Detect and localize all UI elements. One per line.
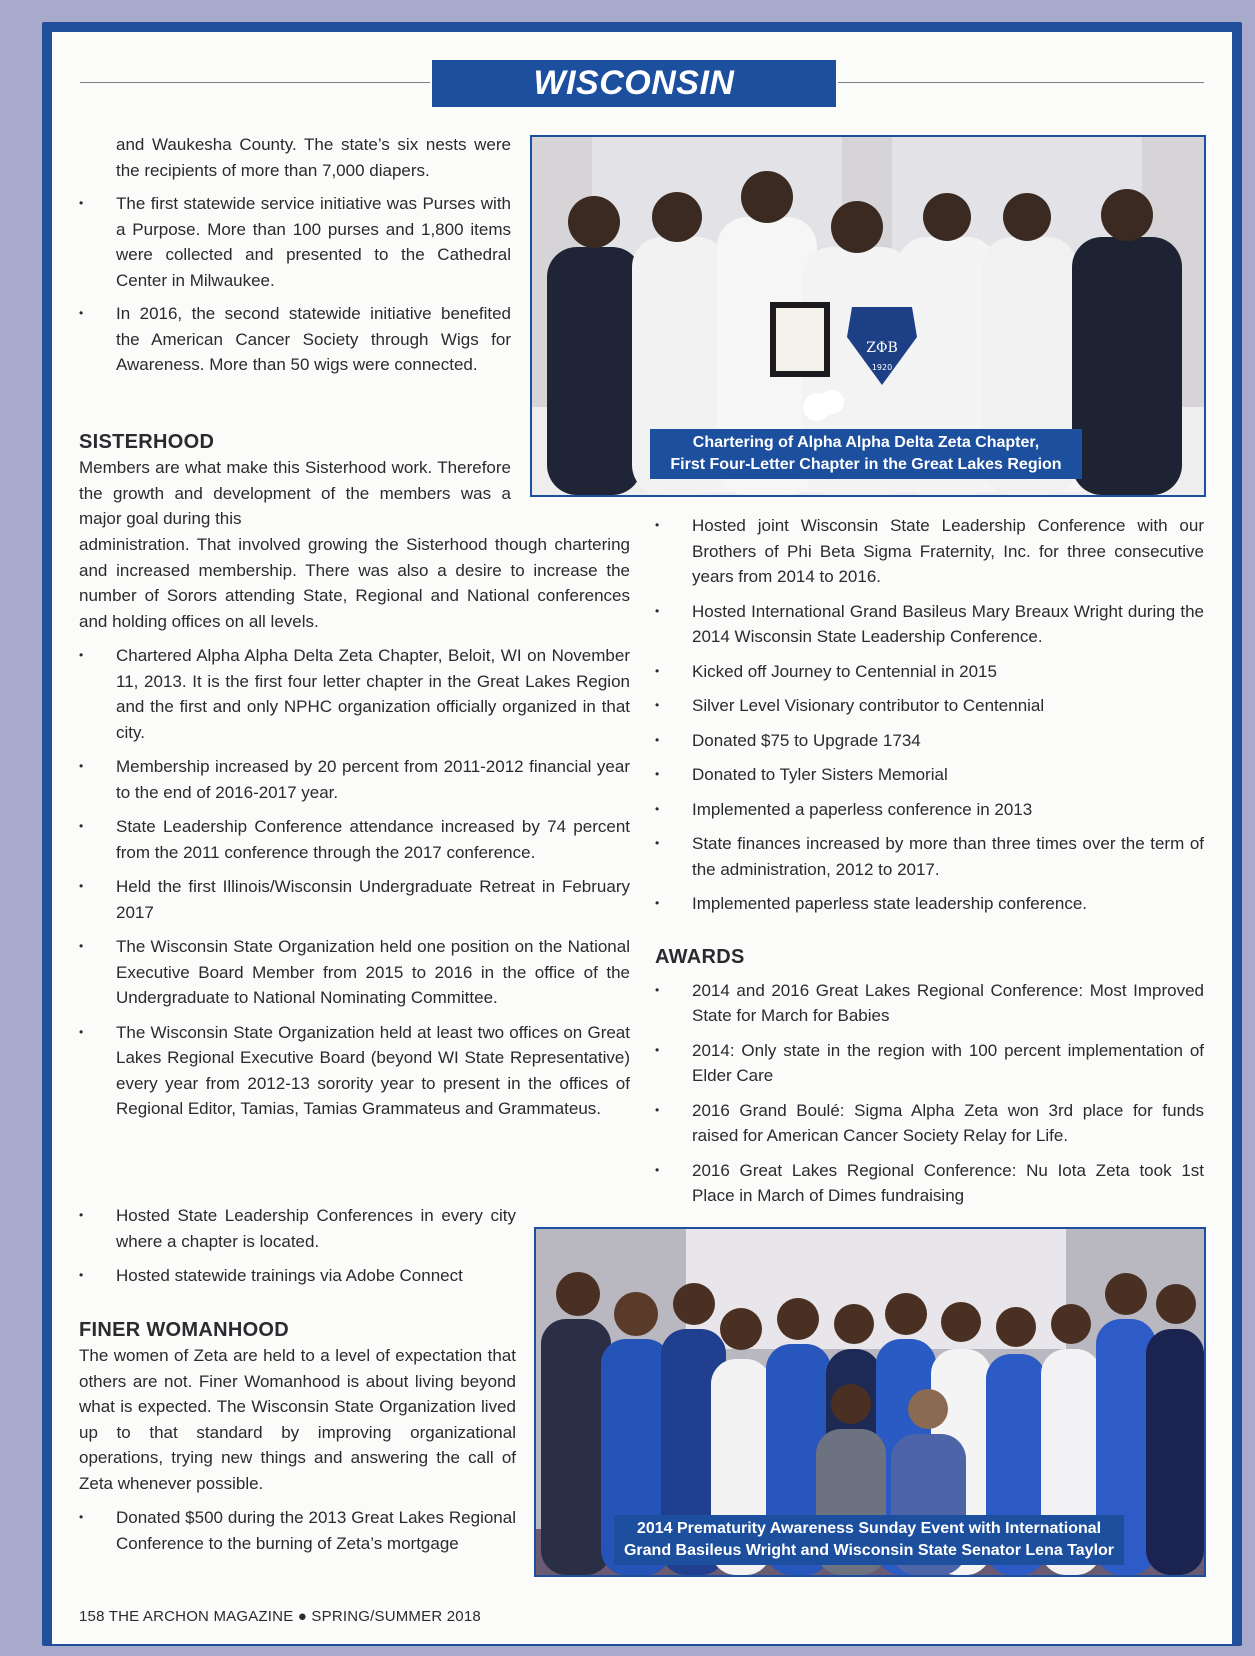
section-banner: WISCONSIN [432,60,836,107]
list-item: • State Leadership Conference attendance increased by 74 percent from the 2011 conference through the 2017 conference. [79,814,630,865]
bullet-glyph: • [655,801,660,816]
list-item: • Chartered Alpha Alpha Delta Zeta Chapter, Beloit, WI on November 11, 2013. It is the first four letter chapter in the Great Lakes Region and the first and only NPHC organization officially organized in that city. [79,643,630,745]
chartering-photo [530,135,1206,497]
magazine-name: THE ARCHON MAGAZINE [108,1608,294,1625]
prematurity-event-photo [534,1227,1206,1577]
intro-text: and Waukesha County. The state’s six nests were the recipients of more than 7,000 diapers. [116,135,511,180]
list-item: • The Wisconsin State Organization held at least two offices on Great Lakes Regional Executive Board (beyond WI State Representative) every year from 2012-13 sorority year to present in the offices of Regional Editor, Tamias, Tamias Grammateus and Grammateus. [79,1020,630,1122]
sisterhood-narrow-bullets [79,1203,516,1289]
bullet-glyph: • [79,306,84,320]
bullet-glyph: • [655,732,660,747]
finer-womanhood-text: The women of Zeta are held to a level of expectation that others are not. Finer Womanhood is about living beyond what is expected. The Wisconsin State Organization lived up to that standard by improving organizational operations, trying new things and answering the call of Zeta whenever possible. [79,1346,516,1493]
bullet-glyph: • [655,896,660,910]
sisterhood-section [79,430,511,532]
bullet-glyph: • [655,767,660,781]
list-item: • Hosted International Grand Basileus Mary Breaux Wright during the 2014 Wisconsin State Leadership Conference. [655,599,1204,650]
sisterhood-wide-column [79,532,630,1122]
list-item: • Hosted statewide trainings via Adobe Connect [79,1263,516,1289]
chartering-photo-caption: Chartering of Alpha Alpha Delta Zeta Chapter, First Four-Letter Chapter in the Great Lakes Region [650,429,1082,479]
list-item: • The Wisconsin State Organization held one position on the National Executive Board Member from 2015 to 2016 in the office of the Undergraduate to National Nominating Committee. [79,934,630,1011]
header-rule-right [838,82,1204,83]
list-item: • Implemented a paperless conference in 2013 [655,797,1204,823]
list-item: • State finances increased by more than three times over the term of the administration, 2012 to 2017. [655,831,1204,882]
list-item: • 2014 and 2016 Great Lakes Regional Conference: Most Improved State for March for Babies [655,978,1204,1029]
list-item: • Donated to Tyler Sisters Memorial [655,762,1204,788]
list-item: • Implemented paperless state leadership conference. [655,891,1204,917]
list-item: • The first statewide service initiative was Purses with a Purpose. More than 100 purses and 1,800 items were collected and presented to the Cathedral Center in Milwaukee. [79,191,511,293]
crest-letters: ΖΦΒ [866,340,898,356]
list-item: • Silver Level Visionary contributor to Centennial [655,693,1204,719]
finer-bullet-list [79,1505,516,1556]
list-item: • Donated $500 during the 2013 Great Lakes Regional Conference to the burning of Zeta’s mortgage [79,1505,516,1556]
right-bullet-list [655,513,1204,917]
intro-column [79,132,511,378]
bullet-glyph: • [79,759,84,773]
list-item: • Donated $75 to Upgrade 1734 [655,728,1204,754]
page-footer [79,1608,481,1625]
bullet-glyph: • [79,1510,84,1524]
list-item: • 2016 Great Lakes Regional Conference: Nu Iota Zeta took 1st Place in March of Dimes fundraising [655,1158,1204,1209]
bullet-glyph: • [655,982,660,997]
bullet-glyph: • [655,603,660,618]
list-item: • In 2016, the second statewide initiative benefited the American Cancer Society through Wigs for Awareness. More than 50 wigs were connected. [79,301,511,378]
bullet-glyph: • [79,939,84,953]
sisterhood-text-wide: administration. That involved growing the Sisterhood though chartering and increased membership. There was also a desire to increase the number of Sorors attending State, Regional and National conferences and holding offices on all levels. [79,535,630,631]
sisterhood-bullet-list-2 [79,1203,516,1289]
sisterhood-bullet-list [79,643,630,1122]
bullet-glyph: • [79,1268,84,1282]
list-item: • Hosted joint Wisconsin State Leadership Conference with our Brothers of Phi Beta Sigma Fraternity, Inc. for three consecutive years from 2014 to 2016. [655,513,1204,590]
list-item: • 2016 Grand Boulé: Sigma Alpha Zeta won 3rd place for funds raised for American Cancer Society Relay for Life. [655,1098,1204,1149]
bullet-glyph: • [655,1102,660,1117]
issue-name: SPRING/SUMMER 2018 [311,1608,481,1625]
finer-womanhood-heading: FINER WOMANHOOD [79,1319,290,1341]
awards-heading: AWARDS [655,945,745,968]
bullet-glyph: • [79,819,84,833]
intro-bullet-list [79,191,511,378]
bullet-glyph: • [655,1162,660,1177]
bullet-glyph: • [79,196,84,210]
list-item: • Membership increased by 20 percent from 2011-2012 financial year to the end of 2016-2017 year. [79,754,630,805]
bullet-glyph: • [655,836,660,850]
header-rule-left [80,82,430,83]
bullet-glyph: • [655,698,660,712]
list-item: • 2014: Only state in the region with 100 percent implementation of Elder Care [655,1038,1204,1089]
footer-separator: ● [297,1608,308,1625]
sisterhood-heading: SISTERHOOD [79,431,215,453]
list-item: • Hosted State Leadership Conferences in every city where a chapter is located. [79,1203,516,1254]
awards-bullet-list [655,978,1204,1209]
bullet-glyph: • [655,518,660,532]
bullet-glyph: • [655,663,660,678]
finer-womanhood-section [79,1318,516,1556]
bullet-glyph: • [655,1042,660,1057]
bullet-glyph: • [79,879,84,893]
page-number: 158 [79,1608,105,1625]
crest-year: 1920 [871,363,893,372]
bullet-glyph: • [79,1208,84,1222]
list-item: • Kicked off Journey to Centennial in 2015 [655,659,1204,685]
bullet-glyph: • [79,1024,84,1039]
prematurity-event-photo-caption: 2014 Prematurity Awareness Sunday Event with International Grand Basileus Wright and Wisconsin State Senator Lena Taylor [614,1515,1124,1565]
bullet-glyph: • [79,648,84,662]
right-column [655,513,1204,1209]
sisterhood-text-narrow: Members are what make this Sisterhood work. Therefore the growth and development of the members was a major goal during this [79,458,511,528]
list-item: • Held the first Illinois/Wisconsin Undergraduate Retreat in February 2017 [79,874,630,925]
